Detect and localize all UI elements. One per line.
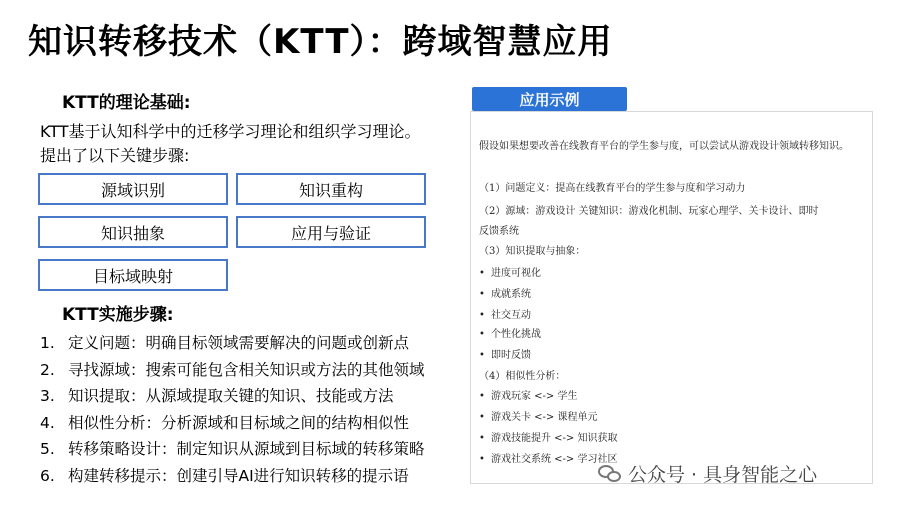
slide-title: 知识转移技术（KTT）：跨域智慧应用 [28,22,613,62]
step-item: 6. 构建转移提示：创建引导AI进行知识转移的提示语 [40,466,409,485]
wechat-icon [598,464,622,484]
step-box-source-identification: 源域识别 [38,173,228,205]
footer-text: 公众号 · 具身智能之心 [628,464,818,486]
theory-heading: KTT的理论基础: [62,93,191,113]
example-line-3: （3）知识提取与抽象： [479,246,586,257]
step-item: 5. 转移策略设计：制定知识从源域到目标域的转移策略 [40,440,425,459]
list-item: • 游戏社交系统 <-> 学习社区 [479,454,618,465]
list-item: • 进度可视化 [479,268,541,279]
step-box-application-validation: 应用与验证 [236,216,426,248]
step-item: 2. 寻找源域：搜索可能包含相关知识或方法的其他领域 [40,360,425,379]
step-box-knowledge-reconstruction: 知识重构 [236,173,426,205]
step-box-knowledge-abstraction: 知识抽象 [38,216,228,248]
step-item: 3. 知识提取：从源域提取关键的知识、技能或方法 [40,387,394,406]
list-item: • 即时反馈 [479,350,531,361]
list-item: • 社交互动 [479,310,531,321]
list-item: • 个性化挑战 [479,329,541,340]
step-box-target-mapping: 目标域映射 [38,259,228,291]
example-line-4: （4）相似性分析： [479,371,566,382]
example-line-1: （1）问题定义：提高在线教育平台的学生参与度和学习动力 [479,183,746,194]
example-panel [470,111,873,484]
list-item: • 成就系统 [479,289,531,300]
implementation-steps [40,330,425,490]
footer-watermark [598,460,817,487]
step-item: 4. 相似性分析：分析源域和目标域之间的结构相似性 [40,413,410,432]
step-item: 1. 定义问题：明确目标领域需要解决的问题或创新点 [40,334,410,352]
theory-intro-line2: 提出了以下关键步骤: [40,146,190,165]
example-line-2a: （2）源域：游戏设计 关键知识：游戏化机制、玩家心理学、关卡设计、即时 [479,206,819,217]
list-item: • 游戏玩家 <-> 学生 [479,391,578,402]
list-item: • 游戏技能提升 <-> 知识获取 [479,433,618,444]
theory-intro [40,120,460,168]
list-item: • 游戏关卡 <-> 课程单元 [479,412,598,423]
example-tag: 应用示例 [472,87,627,111]
implementation-heading: KTT实施步骤: [62,305,174,325]
example-intro: 假设如果想要改善在线教育平台的学生参与度，可以尝试从游戏设计领域转移知识。 [479,141,849,152]
example-line-2b: 反馈系统 [479,226,519,237]
theory-intro-line1: KTT基于认知科学中的迁移学习理论和组织学习理论。 [40,122,421,141]
